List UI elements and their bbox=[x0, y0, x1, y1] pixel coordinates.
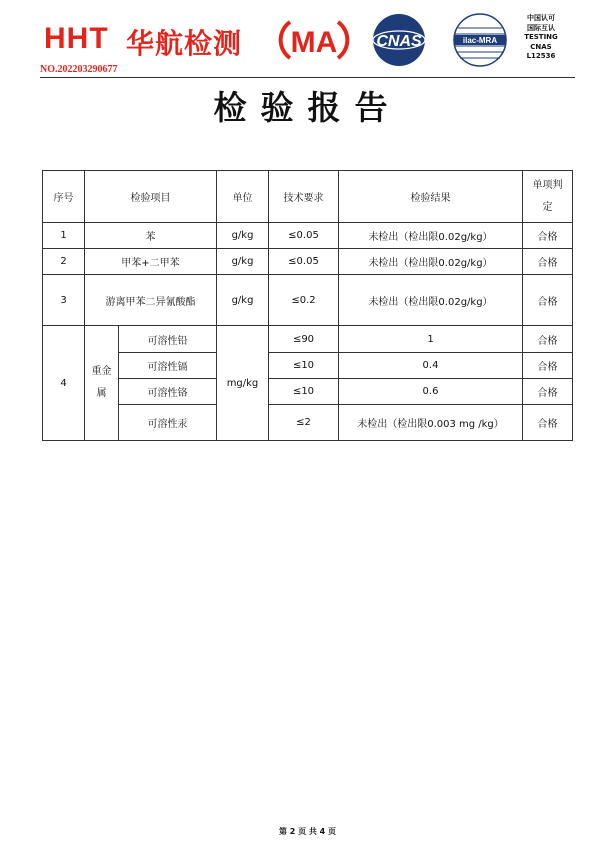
header-unit: 单位 bbox=[217, 171, 269, 223]
cnas-logo-icon bbox=[366, 12, 432, 68]
cert-line: 中国认可 bbox=[527, 14, 555, 22]
metal-item: 可溶性铬 bbox=[119, 379, 217, 405]
row-result: 未检出（检出限0.02g/kg） bbox=[339, 223, 523, 249]
row-requirement: ≤10 bbox=[269, 353, 339, 379]
row-unit: g/kg bbox=[217, 223, 269, 249]
row-no: 4 bbox=[43, 326, 85, 441]
cert-line: TESTING bbox=[524, 33, 558, 41]
metal-item: 可溶性铅 bbox=[119, 326, 217, 353]
heavy-metal-group bbox=[85, 326, 119, 441]
results-table bbox=[42, 170, 573, 441]
cma-logo-icon bbox=[276, 16, 352, 64]
table-row bbox=[43, 249, 573, 275]
report-header bbox=[0, 0, 615, 80]
header-no: 序号 bbox=[43, 171, 85, 223]
header-requirement: 技术要求 bbox=[269, 171, 339, 223]
cnas-logo-text: CNAS bbox=[376, 33, 422, 50]
group-label-line2: 属 bbox=[96, 388, 107, 399]
row-requirement: ≤0.05 bbox=[269, 249, 339, 275]
ilac-logo-text: ilac-MRA bbox=[462, 36, 498, 45]
ma-logo-text: MA bbox=[290, 26, 338, 59]
row-unit: g/kg bbox=[217, 275, 269, 326]
row-judgement: 合格 bbox=[523, 353, 573, 379]
row-requirement: ≤0.2 bbox=[269, 275, 339, 326]
report-number: NO.202203290677 bbox=[40, 64, 118, 75]
row-requirement: ≤10 bbox=[269, 379, 339, 405]
table-header-row bbox=[43, 171, 573, 223]
row-requirement: ≤2 bbox=[269, 405, 339, 441]
row-judgement: 合格 bbox=[523, 326, 573, 353]
table-row bbox=[43, 275, 573, 326]
row-item: 甲苯+二甲苯 bbox=[85, 249, 217, 275]
header-judgement-line1: 单项判 bbox=[532, 179, 563, 191]
table-row bbox=[43, 379, 573, 405]
row-judgement: 合格 bbox=[523, 223, 573, 249]
group-label-line1: 重金 bbox=[91, 366, 112, 377]
cert-line: CNAS bbox=[530, 42, 552, 51]
row-no: 3 bbox=[43, 275, 85, 326]
row-result: 未检出（检出限0.02g/kg） bbox=[339, 249, 523, 275]
header-item: 检验项目 bbox=[85, 171, 217, 223]
row-result: 1 bbox=[339, 326, 523, 353]
header-divider bbox=[40, 77, 575, 78]
header-judgement bbox=[523, 171, 573, 223]
row-no: 2 bbox=[43, 249, 85, 275]
row-result: 未检出（检出限0.02g/kg） bbox=[339, 275, 523, 326]
metal-item: 可溶性镉 bbox=[119, 353, 217, 379]
header-result: 检验结果 bbox=[339, 171, 523, 223]
cert-line: 国际互认 bbox=[527, 23, 555, 32]
brand-latin: HHT bbox=[44, 22, 109, 55]
row-requirement: ≤90 bbox=[269, 326, 339, 353]
row-no: 1 bbox=[43, 223, 85, 249]
row-item: 游离甲苯二异氰酸酯 bbox=[85, 275, 217, 326]
row-result: 0.6 bbox=[339, 379, 523, 405]
row-result: 未检出（检出限0.003 mg /kg） bbox=[339, 405, 523, 441]
ilac-mra-logo-icon bbox=[450, 12, 510, 68]
table-row bbox=[43, 326, 573, 353]
cnas-cert-text bbox=[516, 14, 566, 62]
row-judgement: 合格 bbox=[523, 379, 573, 405]
header-judgement-line2: 定 bbox=[542, 201, 553, 213]
page-footer: 第 2 页 共 4 页 bbox=[278, 827, 337, 836]
row-unit: mg/kg bbox=[217, 326, 269, 441]
row-judgement: 合格 bbox=[523, 249, 573, 275]
row-judgement: 合格 bbox=[523, 405, 573, 441]
brand-chinese: 华航检测 bbox=[126, 27, 243, 60]
row-judgement: 合格 bbox=[523, 275, 573, 326]
row-item: 苯 bbox=[85, 223, 217, 249]
metal-item: 可溶性汞 bbox=[119, 405, 217, 441]
table-row bbox=[43, 353, 573, 379]
cert-line: L12536 bbox=[526, 52, 556, 60]
table-row bbox=[43, 405, 573, 441]
row-requirement: ≤0.05 bbox=[269, 223, 339, 249]
row-result: 0.4 bbox=[339, 353, 523, 379]
row-unit: g/kg bbox=[217, 249, 269, 275]
page-title: 检验报告 bbox=[213, 88, 402, 127]
table-row bbox=[43, 223, 573, 249]
